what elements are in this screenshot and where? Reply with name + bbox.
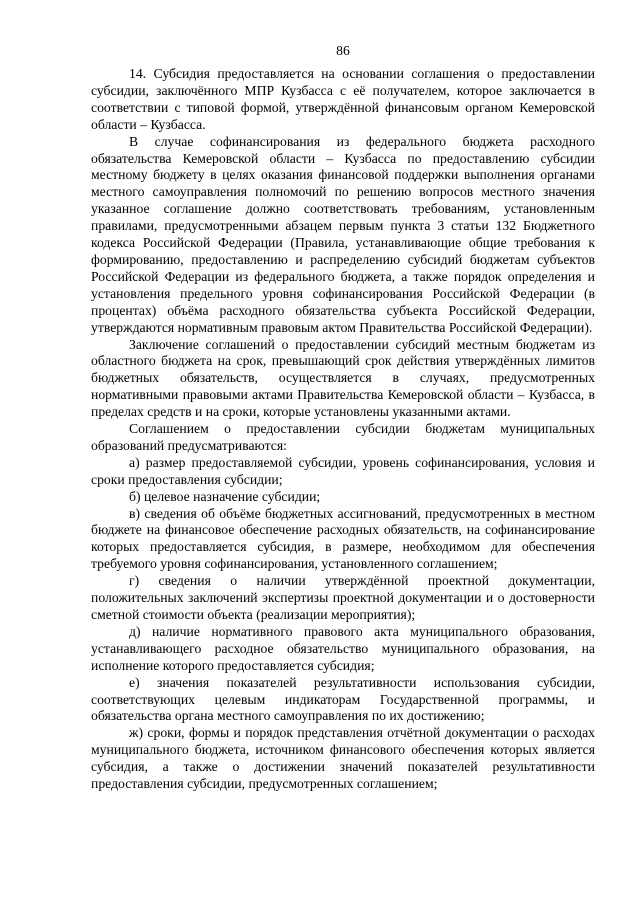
list-item-a: а) размер предоставляемой субсидии, уровень софинансирования, условия и сроки предоставления субсидии; — [91, 454, 595, 487]
document-body — [91, 66, 595, 793]
list-item-d: д) наличие нормативного правового акта муниципального образования, устанавливающего расходное обязательство муниципального образования, на исполнение которого предоставляется субсидия; — [91, 623, 595, 673]
list-item-zh: ж) сроки, формы и порядок представления отчётной документации о расходах муниципального бюджета, источником финансового обеспечения которых является субсидия, а также о достижении значений показателей результативности предоставления субсидии, предусмотренных соглашением; — [91, 725, 595, 792]
paragraph-clause-14: 14. Субсидия предоставляется на основании соглашения о предоставлении субсидии, заключённого МПР Кузбасса с её получателем, которое заключается в соответствии с типовой формой, утверждённой финансовым органом Кемеровской области – Кузбасса. — [91, 66, 595, 132]
paragraph-agreement-provisions-intro: Соглашением о предоставлении субсидии бюджетам муниципальных образований предусматриваются: — [91, 421, 595, 453]
list-item-v: в) сведения об объёме бюджетных ассигнований, предусмотренных в местном бюджете на финансовое обеспечение расходных обязательств, на софинансирование которых предоставляется субсидия, в размере, необходимом для обеспечения требуемого уровня софинансирования, установленного соглашением; — [91, 505, 595, 572]
paragraph-agreement-term: Заключение соглашений о предоставлении субсидий местным бюджетам из областного бюджета на срок, превышающий срок действия утверждённых лимитов бюджетных обязательств, осуществляется в случаях, предусмотренных нормативными правовыми актами Правительства Кемеровской области – Кузбасса, в пределах средств и на сроки, которые установлены указанными актами. — [91, 336, 595, 420]
page-number: 86 — [336, 43, 350, 58]
list-item-g: г) сведения о наличии утверждённой проектной документации, положительных заключений экспертизы проектной документации и о достоверности сметной стоимости объекта (реализации мероприятия); — [91, 573, 595, 622]
list-item-b: б) целевое назначение субсидии; — [129, 488, 321, 504]
paragraph-federal-cofinancing: В случае софинансирования из федерального бюджета расходного обязательства Кемеровской области – Кузбасса по предоставлению субсидии местному бюджету в целях оказания финансовой поддержки выполнения органами местного самоуправления полномочий по решению вопросов местного значения указанное соглашение должно соответствовать требованиям, установленным правилами, предусмотренными абзацем первым пункта 3 статьи 132 Бюджетного кодекса Российской Федерации (Правила, устанавливающие общие требования к формированию, предоставлению и распределению субсидий бюджетам субъектов Российской Федерации из федерального бюджета, а также порядок определения и установления предельного уровня софинансирования Российской Федерации (в процентах) объёма расходного обязательства субъекта Российской Федерации, утверждаются нормативным правовым актом Правительства Российской Федерации). — [91, 133, 595, 335]
list-item-e: е) значения показателей результативности использования субсидии, соответствующих целевым индикаторам Государственной программы, и обязательства органа местного самоуправления по их достижению; — [91, 674, 595, 724]
